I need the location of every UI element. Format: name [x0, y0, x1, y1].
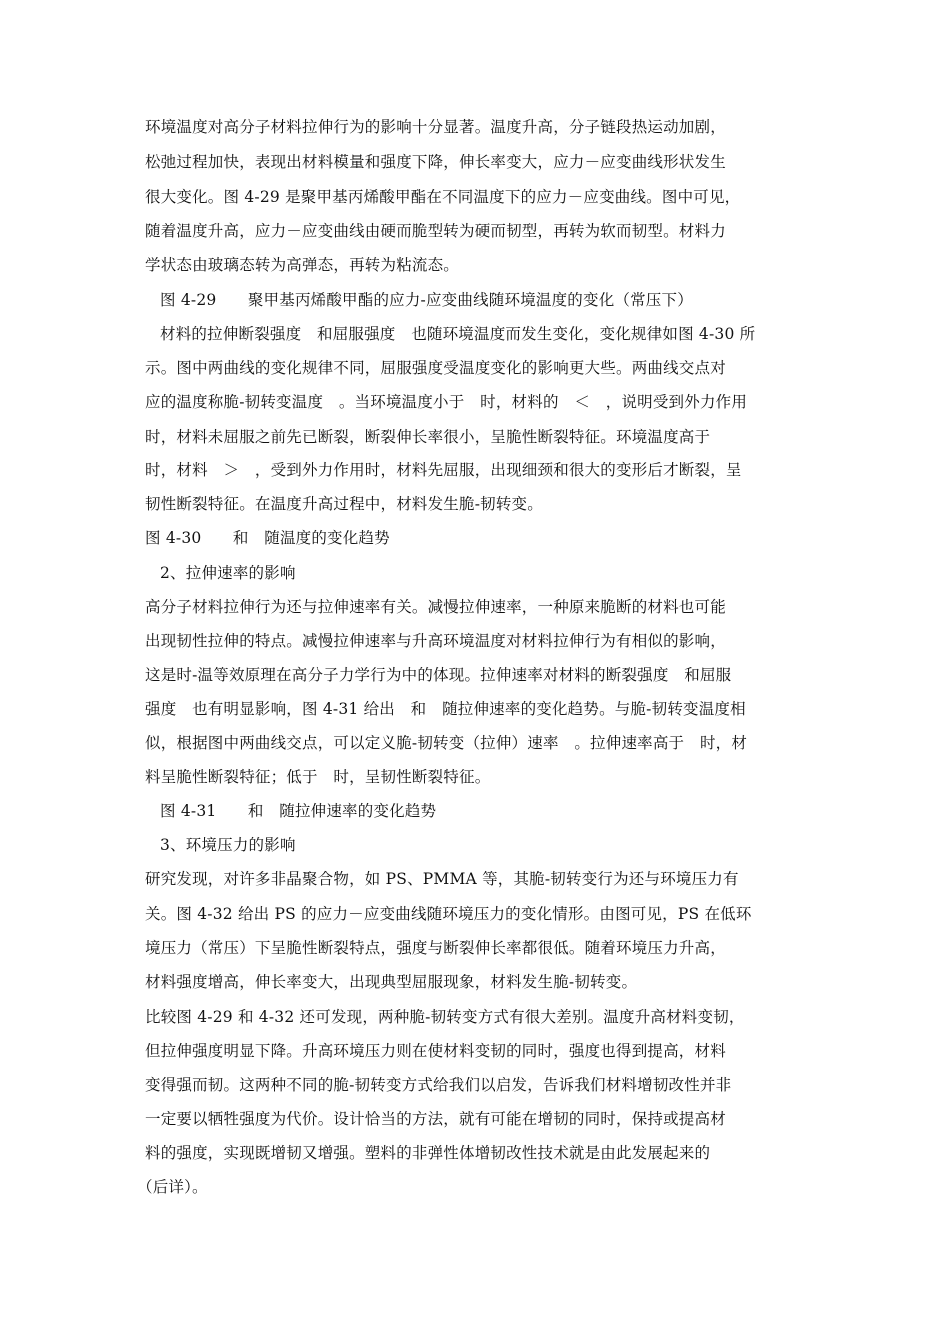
paragraph-compare-line-5: 料的强度，实现既增韧又增强。塑料的非弹性体增韧改性技术就是由此发展起来的	[145, 1144, 711, 1162]
paragraph-temperature-line-5: 学状态由玻璃态转为高弹态，再转为粘流态。	[145, 256, 460, 274]
paragraph-strength-line-3: 应的温度称脆-韧转变温度 。当环境温度小于 时，材料的 ＜ ，说明受到外力作用	[145, 393, 748, 411]
paragraph-compare-line-1: 比较图 4-29 和 4-32 还可发现，两种脆-韧转变方式有很大差别。温度升高材料变韧，	[145, 1008, 745, 1026]
paragraph-rate-line-1: 高分子材料拉伸行为还与拉伸速率有关。减慢拉伸速率，一种原来脆断的材料也可能	[145, 598, 726, 616]
paragraph-strength-line-1: 材料的拉伸断裂强度 和屈服强度 也随环境温度而发生变化，变化规律如图 4-30 所	[160, 325, 756, 343]
section-heading-pressure: 3、环境压力的影响	[160, 836, 296, 854]
paragraph-rate-line-5: 似，根据图中两曲线交点，可以定义脆-韧转变（拉伸）速率 。拉伸速率高于 时，材	[145, 734, 748, 752]
figure-4-29-caption: 图 4-29 聚甲基丙烯酸甲酯的应力-应变曲线随环境温度的变化（常压下）	[160, 291, 693, 309]
paragraph-compare-line-3: 变得强而韧。这两种不同的脆-韧转变方式给我们以启发，告诉我们材料增韧改性并非	[145, 1076, 732, 1094]
paragraph-compare-line-2: 但拉伸强度明显下降。升高环境压力则在使材料变韧的同时，强度也得到提高，材料	[145, 1042, 726, 1060]
paragraph-pressure-line-3: 境压力（常压）下呈脆性断裂特点，强度与断裂伸长率都很低。随着环境压力升高，	[145, 939, 726, 957]
paragraph-pressure-line-2: 关。图 4-32 给出 PS 的应力－应变曲线随环境压力的变化情形。由图可见，PS 在低环	[145, 905, 752, 923]
paragraph-temperature-line-1: 环境温度对高分子材料拉伸行为的影响十分显著。温度升高，分子链段热运动加剧，	[145, 118, 726, 136]
paragraph-compare-line-6: （后详）。	[137, 1178, 208, 1196]
paragraph-strength-line-2: 示。图中两曲线的变化规律不同，屈服强度受温度变化的影响更大些。两曲线交点对	[145, 359, 726, 377]
figure-4-30-caption: 图 4-30 和 随温度的变化趋势	[145, 529, 390, 547]
paragraph-strength-line-5: 时，材料 ＞ ，受到外力作用时，材料先屈服，出现细颈和很大的变形后才断裂，呈	[145, 461, 742, 479]
figure-4-31-caption: 图 4-31 和 随拉伸速率的变化趋势	[160, 802, 437, 820]
paragraph-temperature-line-3: 很大变化。图 4-29 是聚甲基丙烯酸甲酯在不同温度下的应力－应变曲线。图中可见，	[145, 188, 741, 206]
paragraph-rate-line-4: 强度 也有明显影响，图 4-31 给出 和 随拉伸速率的变化趋势。与脆-韧转变温度相	[145, 700, 746, 718]
paragraph-pressure-line-4: 材料强度增高，伸长率变大，出现典型屈服现象，材料发生脆-韧转变。	[145, 973, 638, 991]
paragraph-pressure-line-1: 研究发现，对许多非晶聚合物，如 PS、PMMA 等，其脆-韧转变行为还与环境压力有	[145, 870, 739, 888]
paragraph-temperature-line-4: 随着温度升高，应力－应变曲线由硬而脆型转为硬而韧型，再转为软而韧型。材料力	[145, 222, 726, 240]
paragraph-rate-line-2: 出现韧性拉伸的特点。减慢拉伸速率与升高环境温度对材料拉伸行为有相似的影响，	[145, 632, 726, 650]
section-heading-stretch-rate: 2、拉伸速率的影响	[160, 564, 296, 582]
paragraph-rate-line-6: 料呈脆性断裂特征；低于 时，呈韧性断裂特征。	[145, 768, 491, 786]
paragraph-rate-line-3: 这是时-温等效原理在高分子力学行为中的体现。拉伸速率对材料的断裂强度 和屈服	[145, 666, 732, 684]
paragraph-strength-line-4: 时，材料未屈服之前先已断裂，断裂伸长率很小，呈脆性断裂特征。环境温度高于	[145, 428, 711, 446]
paragraph-temperature-line-2: 松弛过程加快，表现出材料模量和强度下降，伸长率变大，应力－应变曲线形状发生	[145, 153, 726, 171]
paragraph-strength-line-6: 韧性断裂特征。在温度升高过程中，材料发生脆-韧转变。	[145, 495, 543, 513]
paragraph-compare-line-4: 一定要以牺牲强度为代价。设计恰当的方法，就有可能在增韧的同时，保持或提高材	[145, 1110, 726, 1128]
